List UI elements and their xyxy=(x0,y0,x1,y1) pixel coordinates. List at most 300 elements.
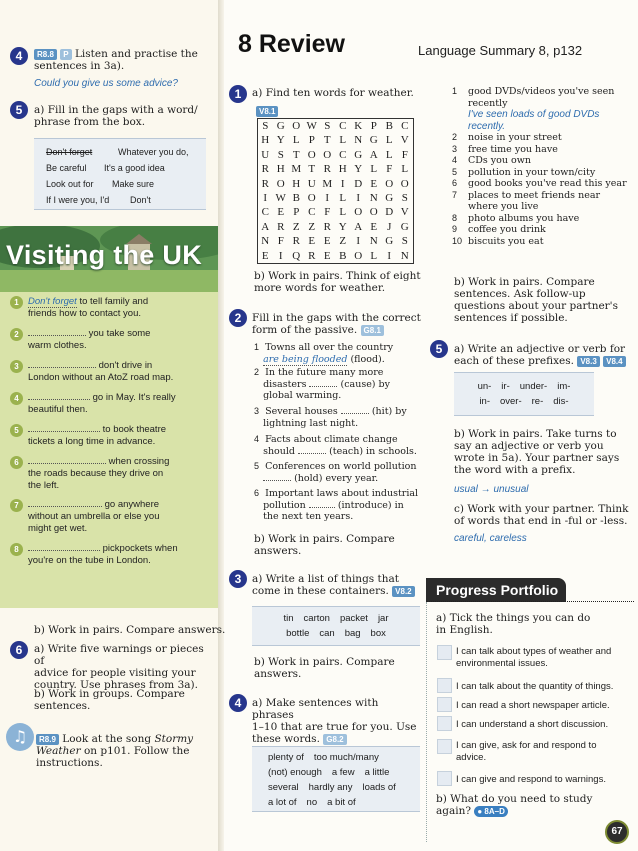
word-search-letter[interactable]: P xyxy=(308,134,316,147)
progress-portfolio-title: Progress Portfolio xyxy=(426,578,566,602)
passive-item-3 xyxy=(254,406,422,429)
item-number: 7 xyxy=(452,189,458,200)
progress-b-text-2: again? xyxy=(436,805,471,817)
exercise-5-text-1: a) Fill in the gaps with a word/ xyxy=(34,104,198,116)
exercise-4b-text-4: sentences if possible. xyxy=(454,312,568,324)
word-search-letter[interactable]: N xyxy=(369,235,379,248)
word-search-letter[interactable]: R xyxy=(261,163,270,176)
exercise-4-mid-number: 4 xyxy=(229,694,247,712)
word: plenty of xyxy=(268,752,304,763)
prefix-example: usual → unusual xyxy=(454,484,529,495)
exercise-4-text-2: sentences in 3a). xyxy=(34,60,125,72)
item-number: 4 xyxy=(10,392,23,405)
passive-2-text-2: disasters xyxy=(263,378,307,390)
word-search-letter[interactable]: S xyxy=(324,120,332,132)
progress-portfolio-rule xyxy=(426,601,634,602)
item-8-text-1: pickpockets when xyxy=(102,543,178,554)
word-search-row xyxy=(258,220,413,234)
word-search-letter[interactable]: R xyxy=(277,220,286,233)
passive-1-tail: (flood). xyxy=(347,353,385,365)
exercise-1-number: 1 xyxy=(229,85,247,103)
exercise-3-instruction xyxy=(252,573,415,597)
can-do-advice xyxy=(456,740,632,763)
word-search-letter[interactable]: E xyxy=(370,177,379,190)
item-1-answer: Don't forget xyxy=(28,296,77,307)
word: (not) enough xyxy=(268,767,322,778)
visiting-item-6 xyxy=(14,456,210,492)
word: a bit of xyxy=(327,797,356,808)
tick-box-article[interactable] xyxy=(437,697,452,712)
item-7-text-3: might get wet. xyxy=(28,523,88,534)
word-search-letter[interactable]: B xyxy=(339,249,348,262)
word-search-letter[interactable]: E xyxy=(261,249,270,262)
quantifiers-row-1 xyxy=(252,750,420,765)
grammar-badge: G8.2 xyxy=(323,734,346,745)
word-search-letter[interactable]: S xyxy=(262,120,270,132)
word-search-letter[interactable]: L xyxy=(401,163,410,176)
quantity-list-item xyxy=(452,236,632,248)
word: no xyxy=(306,797,318,808)
item-number: 5 xyxy=(452,166,458,177)
exercise-5-right-number: 5 xyxy=(430,340,448,358)
tick-box-warnings[interactable] xyxy=(437,771,452,786)
word-search-letter[interactable]: L xyxy=(370,249,379,262)
word-search-letter[interactable]: F xyxy=(386,163,394,176)
word-search-letter[interactable]: B xyxy=(292,191,301,204)
word-search-letter[interactable]: N xyxy=(400,249,410,262)
item-example: I've seen loads of good DVDs xyxy=(468,109,600,120)
word-search-letter[interactable]: O xyxy=(369,206,379,219)
word-search-letter[interactable]: A xyxy=(261,220,271,233)
quantity-list-item xyxy=(452,86,632,132)
item-text-2: recently xyxy=(468,97,508,109)
exercise-1b-instruction xyxy=(254,270,421,294)
exercise-5-number: 5 xyxy=(10,101,28,119)
word-search-letter[interactable]: C xyxy=(339,120,348,132)
item-text: coffee you drink xyxy=(468,224,546,235)
visiting-item-7 xyxy=(14,499,210,535)
tick-box-weather[interactable] xyxy=(437,645,452,660)
exercise-2b-instruction xyxy=(254,533,395,557)
item-number: 4 xyxy=(254,434,260,444)
word-search-letter[interactable]: L xyxy=(339,134,348,147)
word-search-letter[interactable]: S xyxy=(401,191,409,204)
word-search-letter[interactable]: I xyxy=(325,191,331,204)
word-search-letter[interactable]: H xyxy=(292,177,302,190)
exercise-2b-text-1: b) Work in pairs. Compare xyxy=(254,533,395,545)
item-1-text-1: to tell family and xyxy=(76,296,149,307)
word-search-letter[interactable]: T xyxy=(292,148,301,161)
item-8-text-2: you're on the tube in London. xyxy=(28,555,151,566)
exercise-4-instruction xyxy=(34,48,214,72)
phrase-if-i-were-you: If I were you, I'd xyxy=(46,195,110,205)
word-search-letter[interactable]: R xyxy=(323,220,332,233)
phrase-make-sure: Make sure xyxy=(112,179,155,189)
word: tin xyxy=(283,613,294,624)
word-search-letter[interactable]: J xyxy=(387,220,393,233)
word-search-letter[interactable]: I xyxy=(356,191,362,204)
word-search-letter[interactable]: R xyxy=(261,177,270,190)
phrase-dont-forget: Don't forget xyxy=(46,147,93,157)
item-number: 1 xyxy=(10,296,23,309)
exercise-6b-text-2: sentences. xyxy=(34,700,91,712)
word-search-letter[interactable]: O xyxy=(354,206,364,219)
word-search-letter[interactable]: L xyxy=(292,134,301,147)
exercise-4-mid-instruction xyxy=(252,697,420,745)
exercise-4b-text-1: b) Work in pairs. Compare xyxy=(454,276,595,288)
word-search-letter[interactable]: H xyxy=(276,163,286,176)
item-number: 3 xyxy=(10,360,23,373)
passive-item-2 xyxy=(254,367,422,402)
passive-4-text-1: Facts about climate change xyxy=(265,434,398,445)
passive-6-text-3: (introduce) in xyxy=(334,499,404,511)
item-number: 3 xyxy=(452,143,458,154)
can-do-text-1: I can give, ask for and respond to xyxy=(456,740,597,751)
visiting-item-1 xyxy=(14,296,210,320)
word-search-row xyxy=(258,133,413,147)
word: too much/many xyxy=(313,752,379,763)
visiting-uk-title: Visiting the UK xyxy=(6,240,203,270)
item-number: 2 xyxy=(254,367,260,377)
exercise-4-mid-text-1: a) Make sentences with phrases xyxy=(252,697,379,721)
word-search-letter[interactable]: N xyxy=(354,134,364,147)
exercise-4-example: Could you give us some advice? xyxy=(34,78,178,89)
word-search-letter[interactable]: U xyxy=(261,148,271,161)
word: loads of xyxy=(362,782,396,793)
word-search-letter[interactable]: E xyxy=(323,235,332,248)
word: packet xyxy=(339,613,368,624)
exercise-3b-instruction xyxy=(254,656,395,680)
word-search-letter[interactable]: N xyxy=(369,191,379,204)
word-search-letter[interactable]: I xyxy=(356,235,362,248)
progress-b-text-1: b) What do you need to study xyxy=(436,793,593,805)
song-title-2: Weather xyxy=(36,745,81,757)
word-search-letter[interactable]: Q xyxy=(292,249,302,262)
item-6-text-3: the left. xyxy=(28,480,60,491)
word-search-letter[interactable]: L xyxy=(339,191,348,204)
exercise-4-mid-text-3: these words. xyxy=(252,733,320,745)
word-search-letter[interactable]: O xyxy=(354,249,364,262)
word-search-letter[interactable]: G xyxy=(385,235,395,248)
word-search-letter[interactable]: C xyxy=(339,148,348,161)
exercise-6a-text-2: advice for people visiting your xyxy=(34,667,196,679)
word-search-letter[interactable]: D xyxy=(354,177,364,190)
word-search-letter[interactable]: G xyxy=(276,120,286,132)
tick-box-quantity[interactable] xyxy=(437,678,452,693)
item-text: photo albums you have xyxy=(468,212,580,224)
word-search-letter[interactable]: Y xyxy=(354,163,364,176)
word-search-letter[interactable]: A xyxy=(369,148,379,161)
word-search-letter[interactable]: H xyxy=(338,163,348,176)
exercise-2-text-2: form of the passive. xyxy=(252,324,358,336)
item-number: 6 xyxy=(254,488,260,498)
passive-1-answer: are being flooded xyxy=(263,353,348,365)
passive-2-text-1: In the future many more xyxy=(265,367,384,378)
word-search-letter[interactable]: L xyxy=(339,206,348,219)
can-do-quantity: I can talk about the quantity of things. xyxy=(456,681,614,692)
word-search-letter[interactable]: Z xyxy=(339,235,348,248)
exercise-6a-text-3: country. Use phrases from 3a). xyxy=(34,679,198,691)
phrase-dont: Don't xyxy=(130,195,151,205)
song-instruction xyxy=(36,733,216,769)
item-number: 5 xyxy=(254,461,260,471)
item-6-text-2: the roads because they drive on xyxy=(28,468,164,479)
word-search-letter[interactable]: S xyxy=(277,148,285,161)
song-title-1: Stormy xyxy=(154,733,194,745)
language-summary-reference: Language Summary 8, p132 xyxy=(418,43,583,58)
word-search-letter[interactable]: K xyxy=(354,120,364,132)
exercise-3b-text-1: b) Work in pairs. Compare xyxy=(254,656,395,668)
exercise-4-text-1: Listen and practise the xyxy=(74,48,198,60)
word-search-letter[interactable]: O xyxy=(385,177,395,190)
word-search-letter[interactable]: U xyxy=(307,177,317,190)
visiting-item-4 xyxy=(14,392,210,416)
passive-item-1 xyxy=(254,342,422,365)
phrase-be-careful: Be careful xyxy=(46,163,87,173)
word-search-letter[interactable]: F xyxy=(324,206,332,219)
word-search-row xyxy=(258,205,413,219)
word: carton xyxy=(303,613,330,624)
word-search-letter[interactable]: I xyxy=(263,191,269,204)
exercise-6-number: 6 xyxy=(10,641,28,659)
passive-item-5 xyxy=(254,461,422,484)
word-search-letter[interactable]: R xyxy=(308,249,317,262)
word-search-letter[interactable]: E xyxy=(308,235,317,248)
word-search-letter[interactable]: G xyxy=(400,220,410,233)
tick-box-advice[interactable] xyxy=(437,739,452,754)
word-search-row xyxy=(258,234,413,248)
exercise-5c-text-2: of words that end in -ful or -less. xyxy=(454,515,628,527)
word-search-letter[interactable]: L xyxy=(385,148,394,161)
item-text: places to meet friends near xyxy=(468,189,601,201)
quantity-list-item xyxy=(452,224,632,236)
word-search-row xyxy=(258,191,413,205)
word-search-letter[interactable]: Z xyxy=(308,220,317,233)
word-search-letter[interactable]: A xyxy=(354,220,364,233)
item-5-text-2: tickets a long time in advance. xyxy=(28,436,156,447)
word-search-letter[interactable]: I xyxy=(278,249,284,262)
word-search-letter[interactable]: I xyxy=(387,249,393,262)
can-do-text-2: advice. xyxy=(456,751,487,763)
exercise-1a-instruction: a) Find ten words for weather. xyxy=(252,87,414,99)
item-3-text-1: don't drive in xyxy=(98,360,153,371)
passive-2-text-4: global warming. xyxy=(263,390,342,401)
word: a lot of xyxy=(268,797,297,808)
progress-b-instruction xyxy=(436,793,592,817)
word-search-letter[interactable]: F xyxy=(277,235,285,248)
can-do-warnings: I can give and respond to warnings. xyxy=(456,774,606,785)
word: can xyxy=(319,628,335,639)
word-search-letter[interactable]: G xyxy=(354,148,364,161)
item-example-2: recently. xyxy=(468,120,506,132)
prefix-row-1 xyxy=(454,379,594,394)
word-search-letter[interactable]: P xyxy=(293,206,301,219)
word-search-letter[interactable]: C xyxy=(401,120,410,132)
word-search-letter[interactable]: W xyxy=(275,191,287,204)
item-7-text-1: go anywhere xyxy=(104,499,160,510)
item-number: 8 xyxy=(452,212,458,223)
word-search-letter[interactable]: E xyxy=(277,206,286,219)
passive-6-text-1: Important laws about industrial xyxy=(265,488,419,499)
exercise-4b-instruction xyxy=(454,276,634,324)
exercise-4b-text-3: questions about your partner's xyxy=(454,300,618,312)
word-search-letter[interactable]: C xyxy=(261,206,270,219)
word: a little xyxy=(364,767,390,778)
word-search-letter[interactable]: O xyxy=(323,148,333,161)
word: jar xyxy=(377,613,389,624)
visiting-item-3 xyxy=(14,360,210,384)
exercise-5c-instruction xyxy=(454,503,636,527)
exercise-5-instruction xyxy=(34,104,214,128)
exercise-5b-right-text-4: the word with a prefix. xyxy=(454,464,576,476)
phrase-whatever: Whatever you do, xyxy=(118,147,189,157)
word-search-letter[interactable]: R xyxy=(323,163,332,176)
exercise-4b-text-2: sentences. Ask follow-up xyxy=(454,288,586,300)
word-search-letter[interactable]: O xyxy=(307,191,317,204)
phrase-look-out: Look out for xyxy=(46,179,94,189)
word-search-letter[interactable]: R xyxy=(292,235,301,248)
word-search-letter[interactable]: V xyxy=(400,134,410,147)
exercise-1b-text-2: more words for weather. xyxy=(254,282,386,294)
quantity-list-item xyxy=(452,167,632,179)
item-text: biscuits you eat xyxy=(468,235,544,247)
exercise-2-number: 2 xyxy=(229,309,247,327)
word-search-letter[interactable]: M xyxy=(322,177,334,190)
passive-3-text-3: lightning last night. xyxy=(263,417,359,429)
item-number: 2 xyxy=(10,328,23,341)
word-search-letter[interactable]: Y xyxy=(276,134,286,147)
quantity-list-item xyxy=(452,178,632,190)
word: a few xyxy=(331,767,355,778)
recording-badge: R8.8 xyxy=(34,49,57,60)
song-text-1: Look at the song xyxy=(62,733,152,745)
word: bottle xyxy=(286,628,310,639)
exercise-2b-text-2: answers. xyxy=(254,545,302,557)
prefix: dis- xyxy=(553,396,569,407)
passive-5-text-2: (hold) every year. xyxy=(291,472,379,484)
item-6-text-1: when crossing xyxy=(108,456,170,467)
word: bag xyxy=(344,628,361,639)
tick-box-discussion[interactable] xyxy=(437,716,452,731)
item-number: 4 xyxy=(452,155,458,165)
song-text-2: on p101. Follow the xyxy=(80,745,190,757)
word-search-letter[interactable]: O xyxy=(276,177,286,190)
passive-item-4 xyxy=(254,434,422,457)
progress-a-text-2: in English. xyxy=(436,624,493,636)
word-search-letter[interactable]: F xyxy=(401,148,409,161)
word-search-letter[interactable]: Z xyxy=(292,220,301,233)
progress-a-text-1: a) Tick the things you can do xyxy=(436,612,591,624)
quantity-list-item xyxy=(452,190,632,213)
word-search-letter[interactable]: Y xyxy=(338,220,348,233)
word-search-letter[interactable]: T xyxy=(308,163,317,176)
word-search-letter[interactable]: D xyxy=(385,206,395,219)
quantifiers-row-4 xyxy=(252,795,420,810)
exercise-6b-instruction xyxy=(34,688,185,712)
word-search-letter[interactable]: O xyxy=(400,177,410,190)
word-search-row xyxy=(258,162,413,176)
exercise-5-right-instruction xyxy=(454,343,636,367)
exercise-5b-right-text-1: b) Work in pairs. Take turns to xyxy=(454,428,617,440)
prefix-row-2 xyxy=(454,394,594,409)
exercise-3-text-2: come in these containers. xyxy=(252,585,389,597)
word-search-letter[interactable]: L xyxy=(385,134,394,147)
word-search-letter[interactable]: P xyxy=(370,120,378,132)
containers-row-1 xyxy=(252,611,420,626)
word-search-letter[interactable]: E xyxy=(323,249,332,262)
word-search-letter[interactable]: S xyxy=(401,235,409,248)
word-search-letter[interactable]: O xyxy=(292,120,302,132)
vocab-badge: V8.3 xyxy=(577,356,599,367)
word-search-letter[interactable]: I xyxy=(340,177,346,190)
passive-3-text-1: Several houses xyxy=(265,406,338,417)
page-gutter xyxy=(218,0,224,851)
exercise-1b-text-1: b) Work in pairs. Think of eight xyxy=(254,270,421,282)
word-search-letter[interactable]: H xyxy=(261,134,271,147)
song-text-3: instructions. xyxy=(36,757,103,769)
item-number: 7 xyxy=(10,499,23,512)
item-number: 6 xyxy=(10,456,23,469)
visiting-item-8 xyxy=(14,543,210,567)
prefix: un- xyxy=(477,381,492,392)
quantity-list-item xyxy=(452,132,632,144)
word: several xyxy=(268,782,299,793)
word-search-letter[interactable]: E xyxy=(370,220,379,233)
progress-portfolio-border xyxy=(426,602,427,842)
quantity-list-item xyxy=(452,144,632,156)
can-do-text-1: I can talk about types of weather and xyxy=(456,646,612,657)
exercise-4-mid-text-2: 1–10 that are true for you. Use xyxy=(252,721,417,733)
item-1-text-2: friends how to contact you. xyxy=(28,308,142,319)
passive-item-6 xyxy=(254,488,422,523)
word-search-letter[interactable]: C xyxy=(308,206,317,219)
can-do-text-2: environmental issues. xyxy=(456,657,548,669)
item-number: 6 xyxy=(452,178,458,188)
exercise-3b-text-2: answers. xyxy=(254,668,302,680)
item-4-text-2: beautiful then. xyxy=(28,404,88,415)
containers-box xyxy=(252,606,420,646)
exercise-5b-right-instruction xyxy=(454,428,636,476)
word-search-letter[interactable]: L xyxy=(370,163,379,176)
pronunciation-badge: P xyxy=(60,49,71,60)
word-search-letter[interactable]: G xyxy=(369,134,379,147)
exercise-4-number: 4 xyxy=(10,47,28,65)
item-3-text-2: London without an AtoZ road map. xyxy=(28,372,174,383)
word-search-letter[interactable]: T xyxy=(323,134,332,147)
item-text: good books you've read this year xyxy=(468,178,627,189)
exercise-5b-right-text-3: wrote in 5a). Your partner says xyxy=(454,452,620,464)
exercise-6a-text-1: a) Write five warnings or pieces of xyxy=(34,643,204,667)
prefix: ir- xyxy=(501,381,510,392)
word-search-letter[interactable]: W xyxy=(306,120,318,132)
word-search-letter[interactable]: M xyxy=(291,163,303,176)
visiting-item-2 xyxy=(14,328,210,352)
word-search-letter[interactable]: B xyxy=(385,120,394,132)
cd-rom-label: 8A–D xyxy=(484,806,505,816)
exercise-2-text-1: Fill in the gaps with the correct xyxy=(252,312,421,324)
word-search-letter[interactable]: O xyxy=(307,148,317,161)
quantifiers-row-2 xyxy=(252,765,420,780)
cd-rom-badge: ● 8A–D xyxy=(474,806,508,817)
word-search-letter[interactable]: N xyxy=(261,235,271,248)
item-number: 1 xyxy=(452,86,458,96)
passive-2-text-3: (cause) by xyxy=(337,378,390,390)
word-search-row xyxy=(258,177,413,191)
vocab-badge: V8.2 xyxy=(392,586,414,597)
word-search-letter[interactable]: V xyxy=(400,206,410,219)
exercise-2-instruction xyxy=(252,312,421,336)
word-search-letter[interactable]: G xyxy=(385,191,395,204)
